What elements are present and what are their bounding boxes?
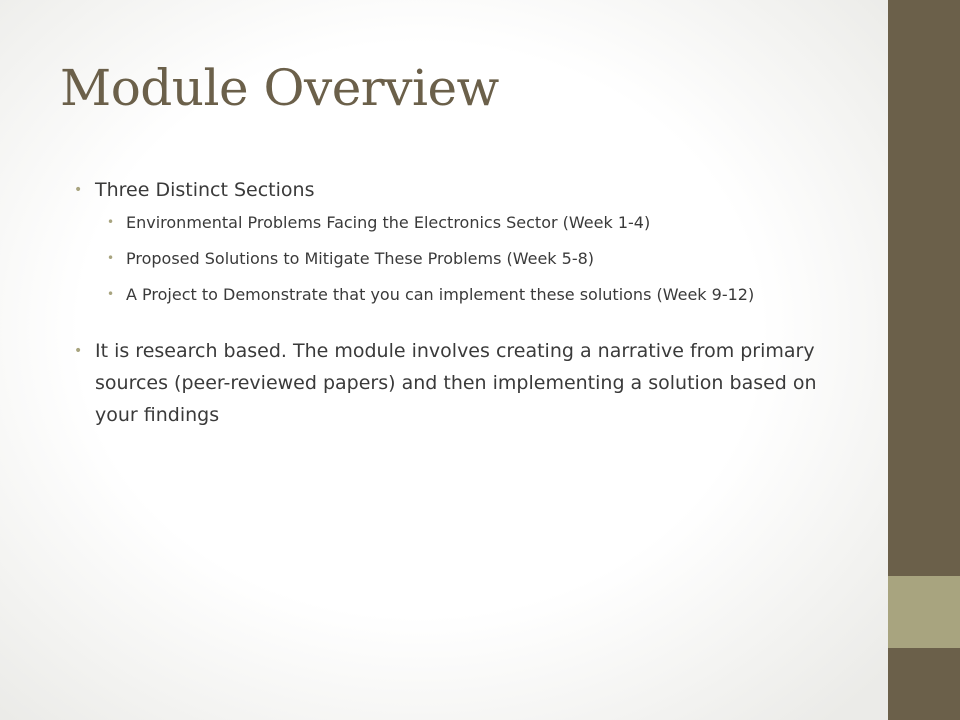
sub-bullet-text: Proposed Solutions to Mitigate These Problems (Week 5-8) [126, 249, 595, 268]
side-band-top [888, 0, 960, 576]
bullet-list [74, 174, 854, 431]
sub-bullet-text: A Project to Demonstrate that you can implement these solutions (Week 9-12) [126, 285, 755, 304]
side-band-bottom [888, 648, 960, 720]
side-band-middle [888, 576, 960, 648]
sub-bullet-text: Environmental Problems Facing the Electronics Sector (Week 1-4) [126, 213, 651, 232]
bullet-icon: • [107, 287, 115, 301]
slide-title: Module Overview [60, 59, 499, 117]
bullet-item [74, 335, 854, 431]
bullet-text: It is research based. The module involves creating a narrative from primary sources (peer-reviewed papers) and then implementing a solution based on your findings [95, 340, 817, 426]
sub-bullet-list [107, 208, 854, 309]
bullet-icon: • [74, 343, 83, 359]
slide-content [74, 174, 854, 431]
bullet-text: Three Distinct Sections [95, 179, 315, 201]
bullet-icon: • [107, 215, 115, 229]
bullet-icon: • [107, 251, 115, 265]
bullet-item [74, 174, 854, 309]
sub-bullet-item [107, 280, 854, 309]
bullet-icon: • [74, 182, 83, 198]
sub-bullet-item [107, 244, 854, 273]
sub-bullet-item [107, 208, 854, 237]
